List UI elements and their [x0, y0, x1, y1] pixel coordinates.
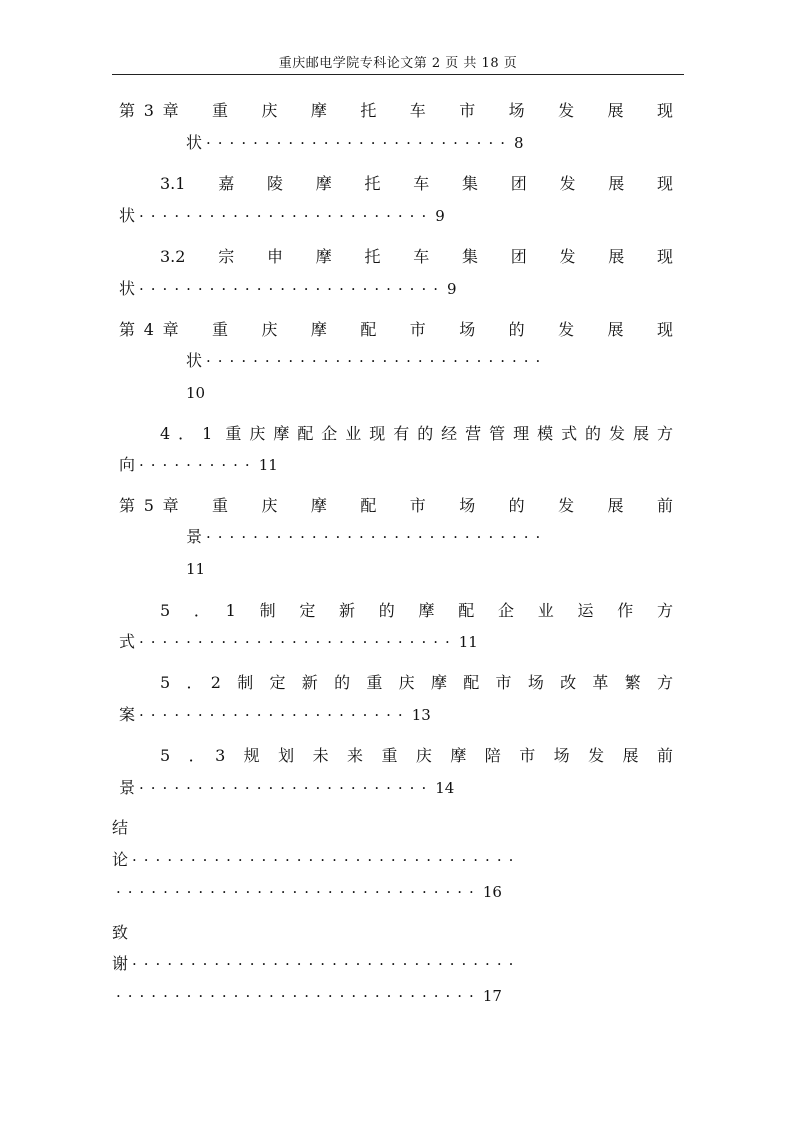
toc-entry-title: 5 ． 2 制 定 新 的 重 庆 摩 配 市 场 改 革 繁 方 — [160, 673, 673, 692]
toc-entry-title: 5 ． 1 制 定 新 的 摩 配 企 业 运 作 方 — [160, 601, 673, 620]
toc-entry-leader — [186, 348, 673, 374]
toc-page-number: 13 — [411, 706, 431, 724]
toc-entry-cont-label: 案 — [119, 705, 136, 724]
toc-entry-leader — [186, 524, 673, 550]
toc-leader-dots: ·························· — [139, 280, 445, 298]
toc-entry-cont-label: 向 — [119, 455, 136, 474]
toc-leader-dots: ························· — [139, 207, 434, 225]
toc-leader-dots: ·························· — [206, 134, 512, 152]
toc-entry-title: 第5章 重 庆 摩 配 市 场 的 发 展 前 — [119, 496, 673, 515]
toc-page-number: 8 — [514, 134, 524, 152]
toc-entry-title: 结 — [112, 818, 129, 837]
toc-leader-dots: ··························· — [139, 633, 457, 651]
toc-entry-leader — [112, 847, 673, 873]
toc-entry-cont-label: 景 — [186, 527, 203, 546]
toc-entry-title: 4．1 重庆摩配企业现有的经营管理模式的发展方 — [160, 424, 673, 443]
toc-leader-dots: ····························· — [206, 352, 548, 370]
toc-entry-title: 致 — [112, 923, 129, 942]
header-rule — [112, 74, 684, 75]
toc-entry-cont-label: 谢 — [112, 954, 129, 973]
toc-entry-leader — [119, 203, 673, 229]
toc-leader-dots: ······························· — [116, 883, 481, 901]
toc-entry-title: 3.2 宗 申 摩 托 车 集 团 发 展 现 — [160, 247, 673, 266]
toc-entry-leader — [119, 629, 673, 655]
toc-page-number: 11 — [186, 560, 206, 578]
toc-entry-leader-second — [112, 983, 673, 1009]
toc-page-number: 17 — [482, 987, 502, 1005]
toc-entry-cont-label: 景 — [119, 778, 136, 797]
toc-page-number: 9 — [435, 207, 445, 225]
toc-entry-cont-label: 论 — [112, 850, 129, 869]
toc-entry-leader-second — [112, 879, 673, 905]
toc-leader-dots: ································· — [132, 955, 521, 973]
toc-entry-leader — [112, 951, 673, 977]
toc-page-number: 11 — [458, 633, 478, 651]
toc-entry-leader — [119, 452, 673, 478]
toc-entry-title: 3.1 嘉 陵 摩 托 车 集 团 发 展 现 — [160, 174, 673, 193]
toc-entry-title: 第4章 重 庆 摩 配 市 场 的 发 展 现 — [119, 320, 673, 339]
toc-entry-cont-label: 状 — [186, 133, 203, 152]
toc-entry-title: 5 ． 3 规 划 未 来 重 庆 摩 陪 市 场 发 展 前 — [160, 746, 673, 765]
header-text: 重庆邮电学院专科论文第 2 页 共 18 页 — [278, 56, 518, 71]
toc-entry-cont-label: 状 — [119, 279, 136, 298]
toc-page-number: 10 — [186, 384, 206, 402]
toc-page-number: 11 — [258, 456, 278, 474]
toc-entry-title: 第3章 重 庆 摩 托 车 市 场 发 展 现 — [119, 101, 673, 120]
toc-leader-dots: ······················· — [139, 706, 410, 724]
toc-entry-cont-label: 状 — [186, 351, 203, 370]
toc-leader-dots: ·········· — [139, 456, 257, 474]
toc-leader-dots: ······························· — [116, 987, 481, 1005]
toc-entry-leader — [119, 276, 673, 302]
toc-entry-leader — [119, 775, 673, 801]
toc-entry-cont-label: 式 — [119, 632, 136, 651]
toc-entry-leader — [119, 702, 673, 728]
toc-leader-dots: ································· — [132, 851, 521, 869]
toc-leader-dots: ····························· — [206, 528, 548, 546]
toc-entry-cont-label: 状 — [119, 206, 136, 225]
toc-page-number: 14 — [435, 779, 455, 797]
toc-page-number: 9 — [447, 280, 457, 298]
toc-entry-leader — [186, 130, 673, 156]
toc-leader-dots: ························· — [139, 779, 434, 797]
toc-page-number: 16 — [482, 883, 502, 901]
